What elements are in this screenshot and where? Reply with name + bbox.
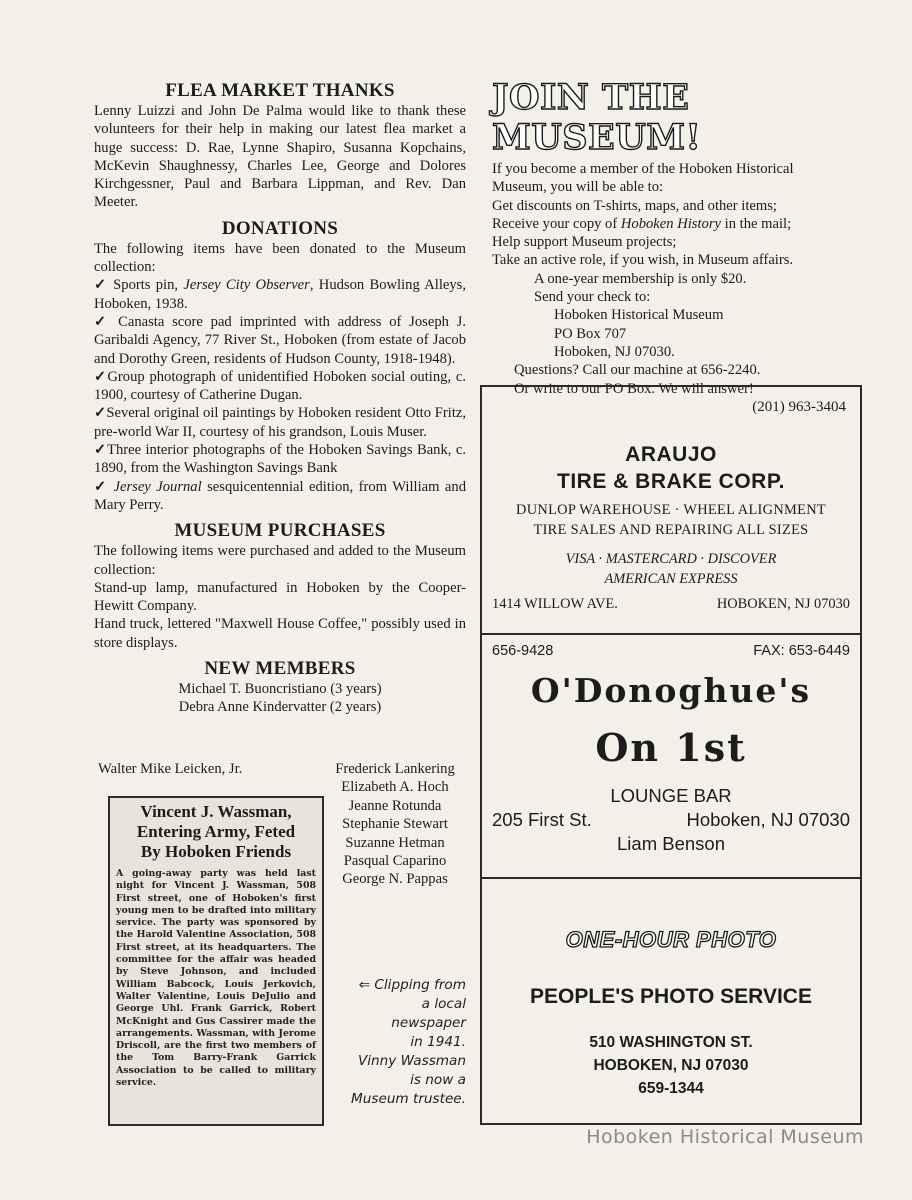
ad-city: HOBOKEN, NJ 07030 [593, 1057, 749, 1074]
membership-fee: A one-year membership is only $20. [534, 270, 747, 287]
ad-peoples-photo [480, 877, 862, 1125]
ad-address: 1414 WILLOW AVE. [492, 596, 618, 612]
join-title: JOIN THE MUSEUM! [492, 77, 702, 158]
donation-item: ✓ Group photograph of unidentified Hoboken social outing, c. 1900, courtesy of Catherine Dugan. [94, 368, 466, 405]
newspaper-clipping [108, 796, 324, 1126]
donation-item: ✓ Several original oil paintings by Hoboken resident Otto Fritz, pre-world War II, courtesy of his grandson, Louis Muser. [94, 404, 466, 441]
clipping-body: A going-away party was held last night for Vincent J. Wassman, 508 First street, one of Hoboken's first young men to be drafted into military service. The party was sponsored by the Harold Valentine Association, 508 First street, at its headquarters. The committee for the affair was headed by Steve Johnson, and included William Babcock, Louis Jerkovich, Walter Valentine, Louis DeJulio and George Uhl. Frank Garrick, Robert McKnight and Gus Cassirer made the arrangements. Wassman, with Jerome Driscoll, are the first two members of the Tom Barry-Frank Garrick Association to be called to military service. [116, 868, 316, 1089]
new-members-heading: NEW MEMBERS [204, 658, 356, 680]
mailing-address: Hoboken Historical Museum [554, 307, 724, 324]
member-list [324, 760, 466, 889]
ad-services: DUNLOP WAREHOUSE · WHEEL ALIGNMENT TIRE SALES AND REPAIRING ALL SIZES [516, 502, 826, 538]
donation-item: ✓ Three interior photographs of the Hoboken Savings Bank, c. 1890, from the Washington Savings Bank [94, 441, 466, 478]
ad-address: 205 First St. [492, 809, 592, 830]
donation-item: ✓ Sports pin, Jersey City Observer, Hudson Bowling Alleys, Hoboken, 1938. [94, 276, 466, 313]
ad-araujo-tire [480, 385, 862, 635]
member-line: Michael T. Buoncristiano (3 years) [178, 681, 382, 698]
ad-address: 510 WASHINGTON ST. [589, 1034, 753, 1051]
ad-phone: 656-9428 [492, 643, 554, 659]
member-name: Jeanne Rotunda [348, 797, 442, 814]
member-name: Frederick Lankering [335, 761, 455, 777]
donations-intro: The following items have been donated to the Museum collection: [94, 240, 466, 276]
ad-accepted-cards: VISA · MASTERCARD · DISCOVER AMERICAN EXPRESS [565, 551, 777, 587]
member-name: George N. Pappas [342, 871, 448, 888]
right-column [492, 78, 872, 398]
left-column [94, 80, 466, 717]
ad-business-name: O'Donoghue's [530, 671, 812, 710]
join-text: If you become a member of the Hoboken Historical Museum, you will be able to: Get discounts on T-shirts, maps, and other items; Receive your copy of Hoboken History in the mail; Help support Museum projects; Take an active role, if you wish, in Museum affairs. A one-year membership is only $20. Send your check to: Hoboken Historical Museum PO Box 707 Hoboken, NJ 07030. Questions? Call our machine at 656-2240. Or write to our PO Box. We will answer! [492, 160, 872, 398]
flea-market-text: Lenny Luizzi and John De Palma would like to thank these volunteers for their help in making our latest flea market a huge success: D. Rae, Lynne Shapiro, Susanna Kopchains, McKevin Shaughnessy, Charles Lee, George and Dolores Kirchgessner, Paul and Barbara Lippman, and Rev. Dan Meeter. [94, 103, 466, 211]
ad-owner: Liam Benson [617, 833, 725, 854]
donations-heading: DONATIONS [221, 217, 339, 239]
member-name: Stephanie Stewart [342, 816, 448, 833]
clipping-caption: ⇐ Clipping from a local newspaper in 1941. Vinny Wassman is now a Museum trustee. [351, 977, 466, 1107]
member-name: Walter Mike Leicken, Jr. [98, 761, 243, 777]
clipping-headline: Vincent J. Wassman, Entering Army, Feted By Hoboken Friends [136, 802, 296, 861]
ad-business-name: ARAUJO TIRE & BRAKE CORP. [557, 443, 785, 493]
ad-phone: (201) 963-3404 [752, 399, 846, 415]
purchases-intro: The following items were purchased and added to the Museum collection: [94, 543, 466, 578]
ad-fax: FAX: 653-6449 [753, 643, 850, 659]
purchases-heading: MUSEUM PURCHASES [174, 520, 386, 542]
purchase-item: Stand-up lamp, manufactured in Hoboken by the Cooper-Hewitt Company. [94, 579, 466, 615]
member-line: Debra Anne Kindervatter (2 years) [178, 699, 382, 716]
ad-phone: 659-1344 [638, 1080, 704, 1097]
ad-business-type: LOUNGE BAR [610, 785, 732, 806]
member-name: Pasqual Caparino [343, 853, 447, 870]
member-name: Suzanne Hetman [345, 834, 445, 851]
ad-city: HOBOKEN, NJ 07030 [716, 596, 850, 612]
member-name: Elizabeth A. Hoch [341, 779, 449, 796]
donation-item: ✓ Jersey Journal sesquicentennial edition, from William and Mary Perry. [94, 478, 466, 515]
flea-market-heading: FLEA MARKET THANKS [165, 80, 395, 101]
ad-odonoghues [480, 633, 862, 879]
ad-tagline: ONE-HOUR PHOTO [565, 927, 777, 952]
purchase-item: Hand truck, lettered "Maxwell House Coffee," possibly used in store displays. [94, 616, 466, 651]
ad-city: Hoboken, NJ 07030 [686, 809, 850, 830]
ad-business-name: PEOPLE'S PHOTO SERVICE [530, 985, 812, 1008]
questions-line: Questions? Call our machine at 656-2240. [514, 362, 761, 379]
museum-watermark: Hoboken Historical Museum [586, 1126, 864, 1148]
ad-business-subname: On 1st [595, 725, 747, 770]
donation-item: ✓ Canasta score pad imprinted with address of Joseph J. Garibaldi Agency, 77 River St., Hoboken (from estate of Jacob and Dorothy Green, residents of Hudson County, 1918-1948). [94, 313, 466, 368]
